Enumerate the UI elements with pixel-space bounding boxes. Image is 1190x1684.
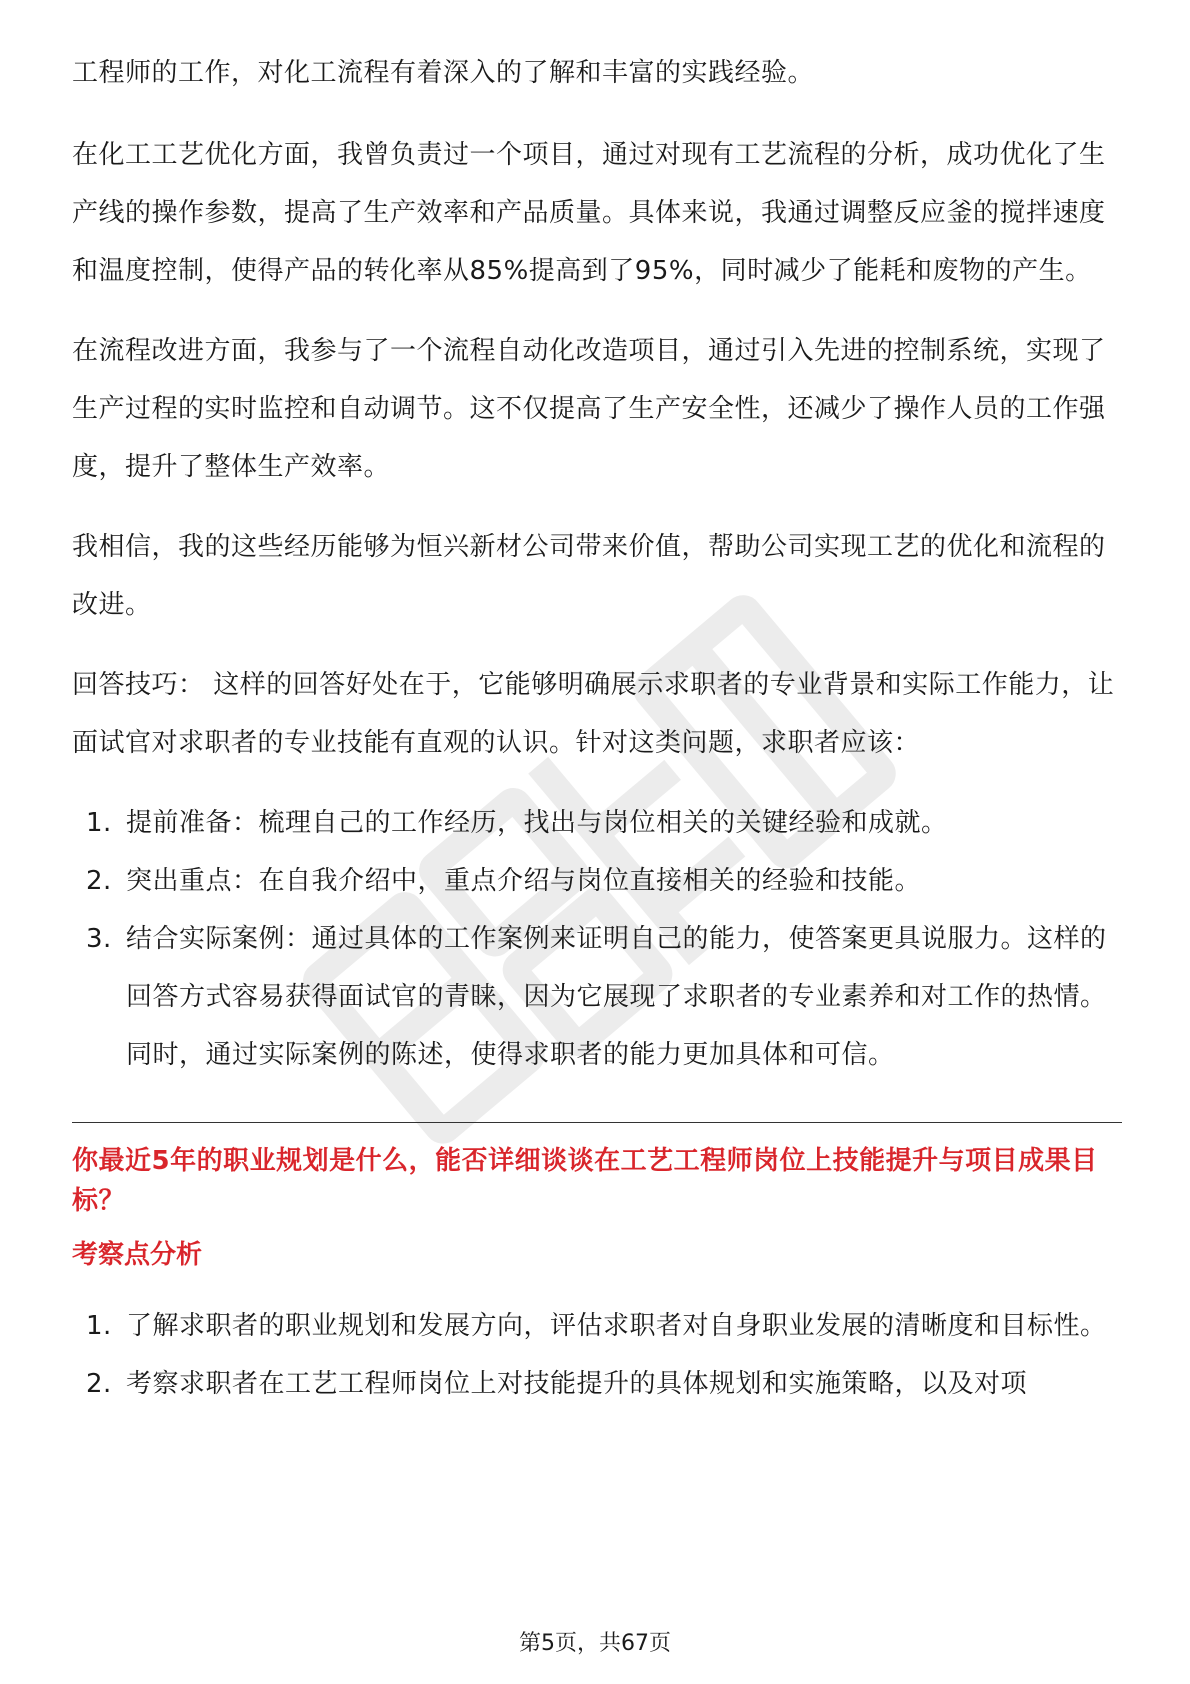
list-item-text: 考察求职者在工艺工程师岗位上对技能提升的具体规划和实施策略，以及对项 [126, 1369, 1028, 1399]
list-item [72, 910, 1122, 1084]
list-item-number: 2. [86, 866, 112, 896]
intro-paragraph-1: 工程师的工作，对化工流程有着深入的了解和丰富的实践经验。 [72, 58, 815, 88]
intro-paragraph-3: 在流程改进方面，我参与了一个流程自动化改造项目，通过引入先进的控制系统，实现了生产过程的实时监控和自动调节。这不仅提高了生产安全性，还减少了操作人员的工作强度，提升了整体生产效率。 [72, 336, 1106, 482]
list-item-text: 结合实际案例：通过具体的工作案例来证明自己的能力，使答案更具说服力。这样的回答方式容易获得面试官的青睐，因为它展现了求职者的专业素养和对工作的热情。同时，通过实际案例的陈述，使得求职者的能力更加具体和可信。 [126, 924, 1107, 1070]
list-item-number: 1. [86, 808, 112, 838]
analysis-heading: 考察点分析 [72, 1240, 203, 1270]
list-item [72, 1355, 1122, 1413]
list-item-text: 了解求职者的职业规划和发展方向，评估求职者对自身职业发展的清晰度和目标性。 [126, 1311, 1107, 1341]
intro-paragraph-2: 在化工工艺优化方面，我曾负责过一个项目，通过对现有工艺流程的分析，成功优化了生产线的操作参数，提高了生产效率和产品质量。具体来说，我通过调整反应釜的搅拌速度和温度控制，使得产品的转化率从85%提高到了95%，同时减少了能耗和废物的产生。 [72, 140, 1106, 286]
list-item [72, 1297, 1122, 1355]
tips-list [72, 794, 1122, 1084]
list-item-number: 1. [86, 1311, 112, 1341]
list-item-number: 3. [86, 924, 112, 954]
page-number-footer: 第5页，共67页 [519, 1631, 671, 1656]
analysis-list [72, 1297, 1122, 1413]
list-item-text: 突出重点：在自我介绍中，重点介绍与岗位直接相关的经验和技能。 [126, 866, 922, 896]
answer-tips-paragraph: 回答技巧： 这样的回答好处在于，它能够明确展示求职者的专业背景和实际工作能力，让面试官对求职者的专业技能有直观的认识。针对这类问题，求职者应该： [72, 670, 1115, 758]
list-item-number: 2. [86, 1369, 112, 1399]
document-body [72, 44, 1122, 1413]
list-item [72, 852, 1122, 910]
interview-question: 你最近5年的职业规划是什么，能否详细谈谈在工艺工程师岗位上技能提升与项目成果目标？ [72, 1146, 1098, 1216]
section-divider [72, 1122, 1122, 1123]
intro-paragraph-4: 我相信，我的这些经历能够为恒兴新材公司带来价值，帮助公司实现工艺的优化和流程的改进。 [72, 532, 1106, 620]
list-item [72, 794, 1122, 852]
list-item-text: 提前准备：梳理自己的工作经历，找出与岗位相关的关键经验和成就。 [126, 808, 948, 838]
